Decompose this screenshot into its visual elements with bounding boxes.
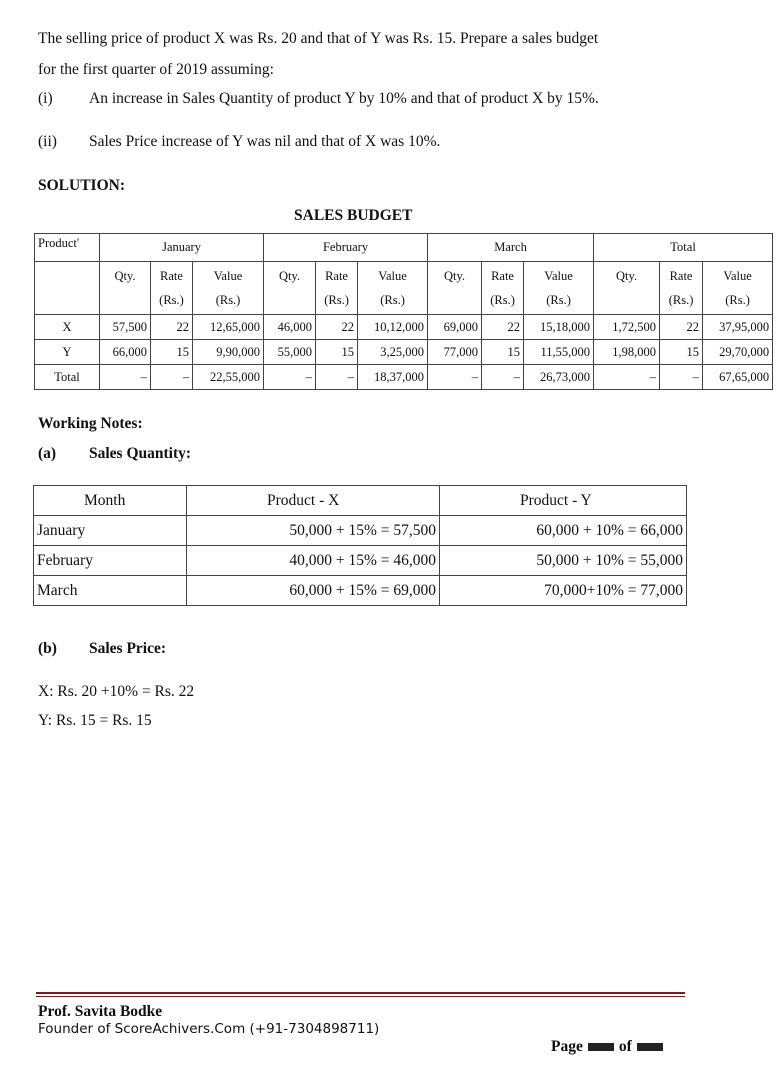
product-x-cell: 50,000 + 15% = 57,500 <box>187 516 440 546</box>
product-y-cell: 70,000+10% = 77,000 <box>440 576 687 606</box>
value-header: Value (Rs.) <box>703 262 773 315</box>
cell: 11,55,000 <box>524 340 594 365</box>
budget-row-y <box>35 340 773 365</box>
cell: 15 <box>316 340 358 365</box>
cell: – <box>660 365 703 390</box>
cell: 26,73,000 <box>524 365 594 390</box>
page-indicator <box>551 1037 668 1057</box>
month-cell: February <box>34 546 187 576</box>
qty-header: Qty. <box>594 262 660 315</box>
page-total-mark <box>637 1043 663 1051</box>
cell: 3,25,000 <box>358 340 428 365</box>
month-header-january: January <box>100 234 264 262</box>
price-y: Y: Rs. 15 = Rs. 15 <box>38 712 152 729</box>
cell: 57,500 <box>100 315 151 340</box>
product-y-cell: 50,000 + 10% = 55,000 <box>440 546 687 576</box>
cell: 77,000 <box>428 340 482 365</box>
footer-subtitle: Founder of ScoreAchivers.Com (+91-7304898711) <box>38 1021 380 1037</box>
cell: 66,000 <box>100 340 151 365</box>
cell: – <box>100 365 151 390</box>
rate-header: Rate (Rs.) <box>316 262 358 315</box>
cell: 55,000 <box>264 340 316 365</box>
rate-header: Rate (Rs.) <box>482 262 524 315</box>
month-cell: March <box>34 576 187 606</box>
value-header: Value (Rs.) <box>193 262 264 315</box>
rate-header: Rate (Rs.) <box>151 262 193 315</box>
month-header-total: Total <box>594 234 773 262</box>
cell: 22 <box>482 315 524 340</box>
budget-header-row-1 <box>35 234 773 262</box>
note-a-label: (a) <box>38 445 57 462</box>
footer-rule-thin <box>36 996 685 997</box>
cell: 22 <box>316 315 358 340</box>
rate-header: Rate (Rs.) <box>660 262 703 315</box>
intro-line-1: The selling price of product X was Rs. 20 and that of Y was Rs. 15. Prepare a sales budget <box>38 30 599 47</box>
cell: 12,65,000 <box>193 315 264 340</box>
month-cell: January <box>34 516 187 546</box>
cell: 1,72,500 <box>594 315 660 340</box>
intro-line-2: for the first quarter of 2019 assuming: <box>38 61 274 78</box>
value-header: Value (Rs.) <box>524 262 594 315</box>
budget-title: SALES BUDGET <box>294 207 413 224</box>
working-notes-heading: Working Notes: <box>38 415 143 432</box>
row-product: Total <box>35 365 100 390</box>
product-x-header: Product - X <box>187 486 440 516</box>
product-header: Product' <box>35 234 100 262</box>
product-y-cell: 60,000 + 10% = 66,000 <box>440 516 687 546</box>
item-1-number: (i) <box>38 90 53 107</box>
qty-header: Qty. <box>264 262 316 315</box>
qty-header-row <box>34 486 687 516</box>
sales-budget-table <box>34 233 773 390</box>
cell: 9,90,000 <box>193 340 264 365</box>
budget-row-x <box>35 315 773 340</box>
item-2-text: Sales Price increase of Y was nil and that of X was 10%. <box>89 133 441 150</box>
qty-header: Qty. <box>428 262 482 315</box>
cell: – <box>482 365 524 390</box>
cell: 37,95,000 <box>703 315 773 340</box>
note-a-title: Sales Quantity: <box>89 445 192 462</box>
page-label: Page <box>551 1038 583 1055</box>
month-header-march: March <box>428 234 594 262</box>
product-x-cell: 40,000 + 15% = 46,000 <box>187 546 440 576</box>
cell: 29,70,000 <box>703 340 773 365</box>
note-b-title: Sales Price: <box>89 640 167 657</box>
cell: 46,000 <box>264 315 316 340</box>
header-blank <box>35 262 100 315</box>
page-number-mark <box>588 1043 614 1051</box>
cell: 18,37,000 <box>358 365 428 390</box>
product-y-header: Product - Y <box>440 486 687 516</box>
value-header: Value (Rs.) <box>358 262 428 315</box>
cell: 15 <box>482 340 524 365</box>
month-header: Month <box>34 486 187 516</box>
cell: 67,65,000 <box>703 365 773 390</box>
budget-header-row-2 <box>35 262 773 315</box>
qty-row-february <box>34 546 687 576</box>
cell: 69,000 <box>428 315 482 340</box>
cell: 10,12,000 <box>358 315 428 340</box>
cell: 15 <box>660 340 703 365</box>
of-label: of <box>618 1038 632 1055</box>
product-x-cell: 60,000 + 15% = 69,000 <box>187 576 440 606</box>
row-product: X <box>35 315 100 340</box>
cell: – <box>151 365 193 390</box>
note-b-label: (b) <box>38 640 57 657</box>
budget-row-total <box>35 365 773 390</box>
qty-row-january <box>34 516 687 546</box>
row-product: Y <box>35 340 100 365</box>
cell: – <box>594 365 660 390</box>
cell: – <box>316 365 358 390</box>
cell: 15,18,000 <box>524 315 594 340</box>
cell: 22,55,000 <box>193 365 264 390</box>
qty-row-march <box>34 576 687 606</box>
footer-author: Prof. Savita Bodke <box>38 1003 163 1020</box>
footer-rule <box>36 992 685 994</box>
solution-heading: SOLUTION: <box>38 177 125 194</box>
month-header-february: February <box>264 234 428 262</box>
cell: 22 <box>151 315 193 340</box>
item-1-text: An increase in Sales Quantity of product Y by 10% and that of product X by 15%. <box>89 90 599 107</box>
qty-header: Qty. <box>100 262 151 315</box>
price-x: X: Rs. 20 +10% = Rs. 22 <box>38 683 195 700</box>
cell: – <box>428 365 482 390</box>
cell: 1,98,000 <box>594 340 660 365</box>
cell: – <box>264 365 316 390</box>
sales-quantity-table <box>33 485 687 606</box>
cell: 15 <box>151 340 193 365</box>
cell: 22 <box>660 315 703 340</box>
item-2-number: (ii) <box>38 133 57 150</box>
